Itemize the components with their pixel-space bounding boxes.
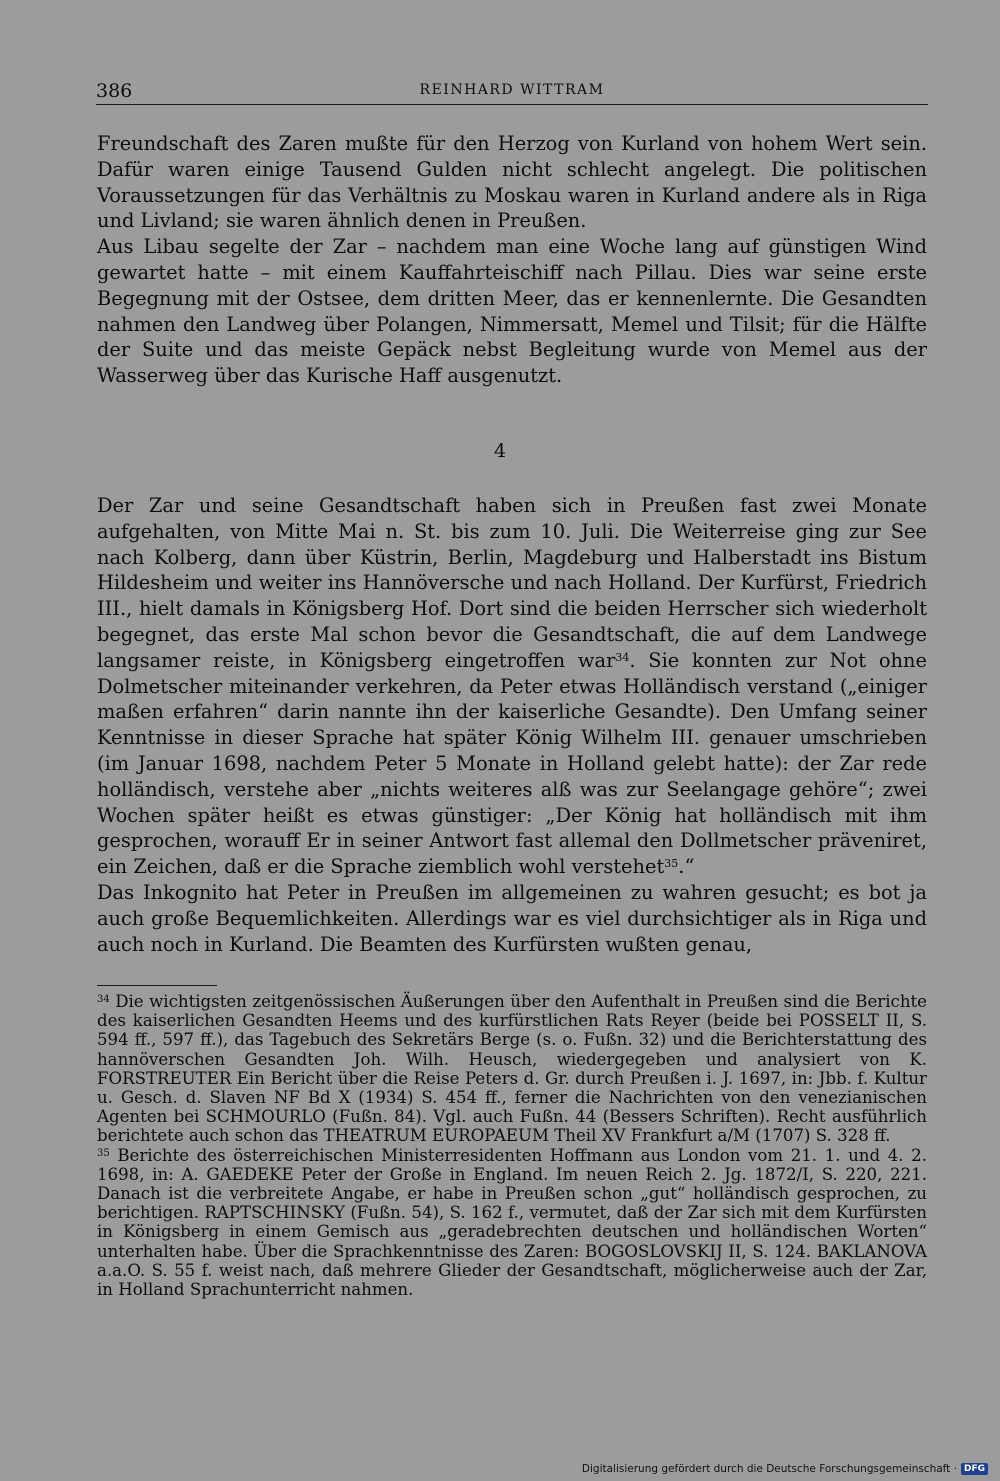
footnote-number: 34	[97, 994, 110, 1005]
footnote	[97, 992, 927, 1146]
paragraph: Freundschaft des Zaren mußte für den Herzog von Kurland von hohem Wert sein. Dafür waren einige Tausend Gulden nicht schlecht angelegt. Die politischen Voraussetzungen für das Verhältnis zu Moskau waren in Kurland andere als in Riga und Livland; sie waren ähnlich denen in Preußen.	[97, 132, 927, 233]
paragraph: Das Inkognito hat Peter in Preußen im allgemeinen zu wahren gesucht; es bot ja auch große Bequemlichkeiten. Allerdings war es viel durchsichtiger als in Riga und auch noch in Kurland. Die Beamten des Kurfürsten wußten genau,	[97, 880, 927, 956]
paragraph-text: . Sie konnten zur Not ohne Dolmetscher miteinander verkehren, da Peter etwas Holländisch verstand („einiger maßen erfahren“ darin nannte ihn der kaiserliche Gesandte). Den Umfang seiner Kenntnisse in dieser Sprache hat später König Wilhelm III. genauer umschrieben (im Januar 1698, nachdem Peter 5 Monate in Holland gelebt hatte): der Zar rede holländisch, verstehe aber „nichts weiteres alß was zur Seelangage gehöre“; zwei Wochen später heißt es etwas günstiger: „Der König hat holländisch mit ihm gesprochen, worauff Er in seiner Antwort fast allemal den Dollmetscher präveniret, ein Zeichen, daß er die Sprache ziemblich wohl verstehet	[97, 648, 927, 879]
footnote	[97, 1146, 927, 1300]
paragraph-text: Der Zar und seine Gesandtschaft haben sich in Preußen fast zwei Monate aufgehalten, von Mitte Mai n. St. bis zum 10. Juli. Die Weiterreise ging zur See nach Kolberg, dann über Küstrin, Berlin, Magdeburg und Halberstadt ins Bistum Hildesheim und weiter ins Hannöversche und nach Holland. Der Kurfürst, Friedrich III., hielt damals in Königsberg Hof. Dort sind die beiden Herrscher sich wiederholt begegnet, das erste Mal schon bevor die Gesandtschaft, die auf dem Landwege langsamer reiste, in Königsberg eingetroffen war	[97, 494, 927, 672]
digitization-credit	[582, 1462, 988, 1476]
footnote-number: 35	[97, 1147, 110, 1159]
running-head: REINHARD WITTRAM	[419, 82, 605, 98]
header-rule	[96, 104, 928, 105]
paragraph-text: .“	[678, 855, 695, 879]
section-number: 4	[493, 440, 507, 462]
page-number: 386	[96, 80, 133, 102]
section-1-text	[97, 131, 927, 389]
page-header	[96, 80, 928, 102]
footnote-ref: 34	[615, 650, 630, 664]
paragraph: Aus Libau segelte der Zar – nachdem man eine Woche lang auf günstigen Wind gewartet hatte – mit einem Kauffahrteischiff nach Pillau. Dies war seine erste Begegnung mit der Ostsee, dem dritten Meer, das er kennenlernte. Die Gesandten nahmen den Landweg über Polangen, Nimmersatt, Memel und Tilsit; für die Hälfte der Suite und das meiste Gepäck nebst Begleitung wurde von Memel aus der Wasserweg über das Kurische Haff ausgenutzt.	[97, 235, 927, 388]
dfg-logo-icon: DFG	[961, 1463, 988, 1475]
section-2-text	[97, 493, 927, 957]
paragraph	[97, 493, 927, 880]
footnote-ref: 35	[664, 857, 679, 871]
footnote-text: Berichte des österreichischen Ministerresidenten Hoffmann aus London vom 21. 1. und 4. 2. 1698, in: A. GAEDEKE Peter der Große in England. Im neuen Reich 2. Jg. 1872/I, S. 220, 221. Danach ist die verbreitete Angabe, er habe in Preußen schon „gut“ holländisch gesprochen, zu berichtigen. RAPTSCHINSKY (Fußn. 54), S. 162 f., vermutet, daß der Zar sich mit dem Kurfürsten in Königsberg in einem Gemisch aus „geradebrechten deutschen und holländischen Worten“ unterhalten habe. Über die Sprachkenntnisse des Zaren: BOGOSLOVSKIJ II, S. 124. BAKLANOVA a.a.O. S. 55 f. weist nach, daß mehrere Glieder der Gesandtschaft, möglicherweise auch der Zar, in Holland Sprachunterricht nahmen.	[97, 1145, 927, 1300]
footnote-text: Die wichtigsten zeitgenössischen Äußerungen über den Aufenthalt in Preußen sind die Berichte des kaiserlichen Gesandten Heems und des kurfürstlichen Rats Reyer (beide bei POSSELT II, S. 594 ff., 597 ff.), das Tagebuch des Sekretärs Berge (s. o. Fußn. 32) und die Berichterstattung des hannöverschen Gesandten Joh. Wilh. Heusch, wiedergegeben und analysiert von K. FORSTREUTER Ein Bericht über die Reise Peters d. Gr. durch Preußen i. J. 1697, in: Jbb. f. Kultur u. Gesch. d. Slaven NF Bd X (1934) S. 454 ff., ferner die Nachrichten von den venezianischen Agenten bei SCHMOURLO (Fußn. 84). Vgl. auch Fußn. 44 (Bessers Schriften). Recht ausführlich berichtete auch schon das THEATRUM EUROPAEUM Theil XV Frankfurt a/M (1707) S. 328 ff.	[97, 992, 927, 1146]
footnotes	[97, 992, 927, 1299]
credit-text: Digitalisierung gefördert durch die Deutsche Forschungsgemeinschaft ·	[581, 1463, 957, 1475]
footnote-rule	[97, 985, 217, 986]
